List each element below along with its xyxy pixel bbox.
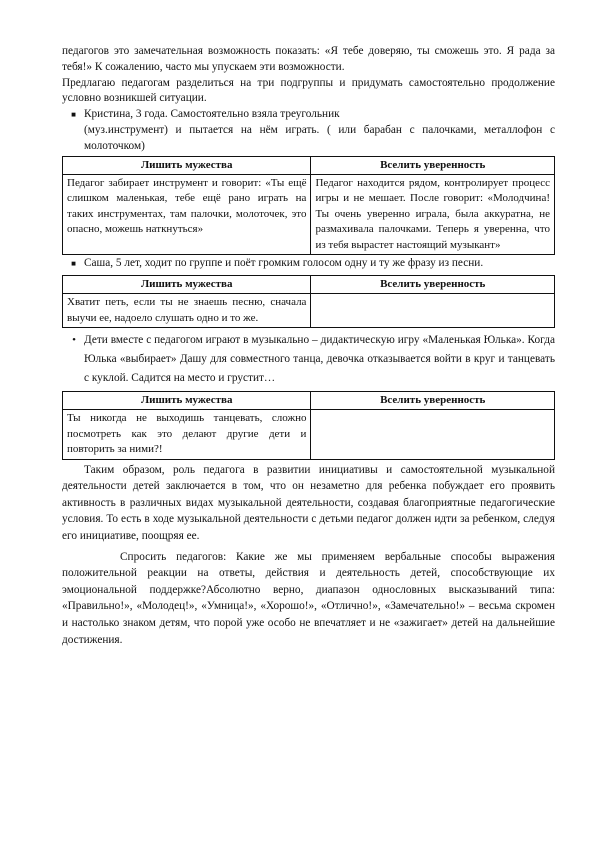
document-page (62, 44, 555, 648)
discourage-cell: Хватит петь, если ты не знаешь песню, сначала выучи ее, надоело слушать одно и то же. (63, 294, 311, 328)
square-bullet-icon: ■ (71, 110, 76, 120)
intro-paragraph: педагогов это замечательная возможность показать: «Я тебе доверяю, ты сможешь это. Я рада за тебя!» К сожалению, часто мы упускаем эти возможности. (62, 45, 555, 73)
situation-3-table (62, 391, 555, 460)
header-discourage: Лишить мужества (63, 275, 311, 293)
situation-1 (62, 107, 555, 123)
header-discourage: Лишить мужества (63, 392, 311, 410)
situation-3 (62, 331, 555, 388)
encourage-cell: Педагог находится рядом, контролирует процесс игры и не мешает. После говорит: «Молодчина! Ты очень уверенно играла, была аккуратна, не размахивала палочками. Теперь я уверенна, что из тебя вырастет настоящий музыкант» (311, 174, 555, 254)
situation-1-text-continued: (муз.инструмент) и пытается на нём играть. ( или барабан с палочками, металлофон с молоточком) (84, 123, 555, 152)
square-bullet-icon: ■ (71, 259, 76, 269)
situation-2 (62, 256, 555, 272)
encourage-cell (311, 294, 555, 328)
question-paragraph: Спросить педагогов: Какие же мы применяем вербальные способы выражения положительной реакции на ответы, действия и деятельность детей, способствующие их эмоциональной поддержке?Абсолютно верно, диапазон однословных высказываний типа: «Правильно!», «Молодец!», «Умница!», «Хорошо!», «Отлично!», «Замечательно!» – весьма скромен и настолько знаком детям, что порой уже особо не впечатляет и не «зажигает» детей на дальнейшие достижения. (62, 550, 555, 646)
task-paragraph: Предлагаю педагогам разделиться на три подгруппы и придумать самостоятельно продолжение условно возникшей ситуации. (62, 76, 555, 105)
discourage-cell: Ты никогда не выходишь танцевать, сложно посмотреть как это делают другие дети и повторить за ними?! (63, 410, 311, 459)
situation-2-table (62, 275, 555, 328)
conclusion-paragraph: Таким образом, роль педагога в развитии инициативы и самостоятельной музыкальной деятельности детей заключается в том, что он незаметно для ребенка побуждает его проявить активность в различных видах музыкальной деятельности, создавая благоприятные педагогические условия. То есть в ходе музыкальной деятельности с детьми педагог должен идти за ребенком, следуя его инициативе, поощряя ее. (62, 463, 555, 543)
round-bullet-icon: • (72, 334, 76, 347)
situation-2-text: Саша, 5 лет, ходит по группе и поёт громким голосом одну и ту же фразу из песни. (84, 257, 484, 270)
header-encourage: Вселить уверенность (311, 392, 555, 410)
discourage-cell: Педагог забирает инструмент и говорит: «Ты ещё слишком маленькая, тебе ещё рано играть на таких инструментах, там палочки, молоточек, это опасно, можешь наткнуться» (63, 174, 311, 254)
encourage-cell (311, 410, 555, 459)
header-encourage: Вселить уверенность (311, 275, 555, 293)
situation-1-table (62, 156, 555, 255)
header-discourage: Лишить мужества (63, 156, 311, 174)
situation-1-text: Кристина, 3 года. Самостоятельно взяла треугольник (84, 108, 340, 121)
header-encourage: Вселить уверенность (311, 156, 555, 174)
situation-3-text: Дети вместе с педагогом играют в музыкально – дидактическую игру «Маленькая Юлька». Когда Юлька «выбирает» Дашу для совместного танца, девочка отказывается войти в круг и танцевать с куклой. Садится на место и грустит… (84, 334, 555, 385)
